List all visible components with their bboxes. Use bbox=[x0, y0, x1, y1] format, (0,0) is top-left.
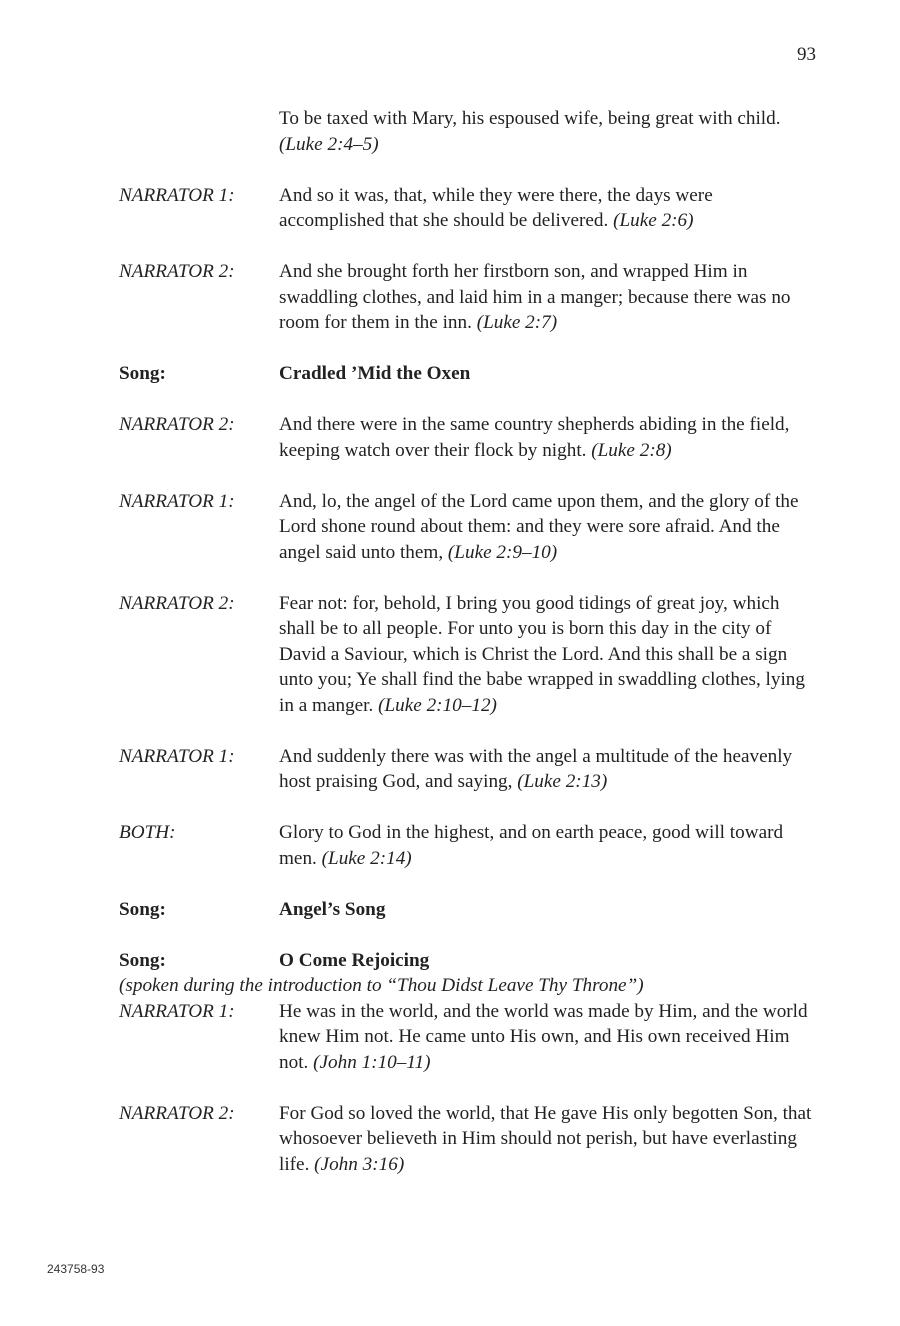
dialogue-text bbox=[279, 183, 819, 234]
scripture-citation: (Luke 2:14) bbox=[321, 847, 412, 869]
dialogue-row bbox=[119, 412, 819, 463]
dialogue-row bbox=[119, 744, 819, 795]
speaker-label: NARRATOR 2: bbox=[119, 592, 235, 614]
speaker-label: Song: bbox=[119, 363, 166, 384]
page-number: 93 bbox=[797, 44, 816, 65]
song-entry bbox=[279, 948, 819, 974]
dialogue-text bbox=[279, 820, 819, 871]
scripture-citation: (Luke 2:13) bbox=[517, 771, 608, 792]
speaker-label: BOTH: bbox=[119, 822, 176, 843]
script-body bbox=[119, 106, 819, 1177]
line-text: For God so loved the world, that He gave His only begotten Son, that whosoever believeth in Him should not perish, but have everlasting life. bbox=[279, 1102, 812, 1175]
dialogue-text bbox=[279, 106, 819, 157]
dialogue-text bbox=[279, 591, 819, 719]
scripture-citation: (Luke 2:9–10) bbox=[447, 541, 558, 563]
speaker-label: NARRATOR 1: bbox=[119, 745, 235, 767]
scripture-citation: (John 3:16) bbox=[314, 1153, 405, 1175]
speaker-label: NARRATOR 1: bbox=[119, 184, 235, 206]
line-text: And so it was, that, while they were there, the days were accomplished that she should be delivered. bbox=[279, 184, 713, 231]
line-text: Fear not: for, behold, I bring you good tidings of great joy, which shall be to all people. For unto you is born this day in the city of David a Saviour, which is Christ the Lord. And this shall be a sign unto you; Ye shall find the babe wrapped in swaddling clothes, lying in a manger. bbox=[279, 592, 805, 716]
dialogue-row bbox=[119, 999, 819, 1076]
song-row bbox=[119, 948, 819, 974]
line-text: And she brought forth her firstborn son, and wrapped Him in swaddling clothes, and laid him in a manger; because there was no room for them in the inn. bbox=[279, 261, 791, 333]
dialogue-text bbox=[279, 489, 819, 566]
scripture-citation: (Luke 2:10–12) bbox=[378, 694, 497, 716]
line-text: He was in the world, and the world was made by Him, and the world knew Him not. He came unto His own, and His own received Him not. bbox=[279, 1000, 808, 1073]
song-title: O Come Rejoicing bbox=[279, 949, 430, 971]
footer-code: 243758-93 bbox=[47, 1262, 105, 1276]
speaker-label: NARRATOR 2: bbox=[119, 261, 235, 282]
line-text: Glory to God in the highest, and on earth peace, good will toward men. bbox=[279, 822, 784, 869]
speaker-label: NARRATOR 2: bbox=[119, 1102, 235, 1124]
speaker-label: NARRATOR 1: bbox=[119, 490, 235, 512]
song-row bbox=[119, 361, 819, 387]
scripture-citation: (Luke 2:4–5) bbox=[279, 133, 379, 155]
dialogue-row bbox=[119, 820, 819, 871]
dialogue-row bbox=[119, 259, 819, 336]
scripture-citation: (Luke 2:8) bbox=[591, 439, 672, 461]
song-title: Angel’s Song bbox=[279, 898, 386, 920]
stage-direction: (spoken during the introduction to “Thou Didst Leave Thy Throne”) bbox=[119, 975, 644, 996]
dialogue-text bbox=[279, 1101, 819, 1178]
speaker-label bbox=[119, 106, 279, 157]
dialogue-text bbox=[279, 412, 819, 463]
speaker-label: Song: bbox=[119, 949, 166, 971]
line-text: And suddenly there was with the angel a multitude of the heavenly host praising God, and saying, bbox=[279, 745, 793, 792]
line-text: And there were in the same country shepherds abiding in the field, keeping watch over their flock by night. bbox=[279, 414, 790, 461]
song-entry bbox=[279, 361, 819, 387]
scripture-citation: (John 1:10–11) bbox=[313, 1051, 431, 1073]
speaker-label: NARRATOR 1: bbox=[119, 1000, 235, 1022]
song-title: Cradled ’Mid the Oxen bbox=[279, 363, 471, 384]
dialogue-text bbox=[279, 744, 819, 795]
speaker-label: NARRATOR 2: bbox=[119, 414, 235, 435]
scripture-citation: (Luke 2:6) bbox=[613, 210, 694, 231]
line-text: To be taxed with Mary, his espoused wife, being great with child. bbox=[279, 108, 781, 129]
dialogue-text bbox=[279, 259, 819, 336]
dialogue-row bbox=[119, 183, 819, 234]
dialogue-row bbox=[119, 1101, 819, 1178]
song-row bbox=[119, 897, 819, 923]
scripture-citation: (Luke 2:7) bbox=[476, 312, 558, 333]
dialogue-row bbox=[119, 591, 819, 719]
dialogue-row bbox=[119, 489, 819, 566]
dialogue-row bbox=[119, 106, 819, 157]
dialogue-text bbox=[279, 999, 819, 1076]
line-text: And, lo, the angel of the Lord came upon them, and the glory of the Lord shone round about them: and they were sore afraid. And the angel said unto them, bbox=[279, 490, 799, 563]
song-entry bbox=[279, 897, 819, 923]
speaker-label: Song: bbox=[119, 898, 166, 920]
